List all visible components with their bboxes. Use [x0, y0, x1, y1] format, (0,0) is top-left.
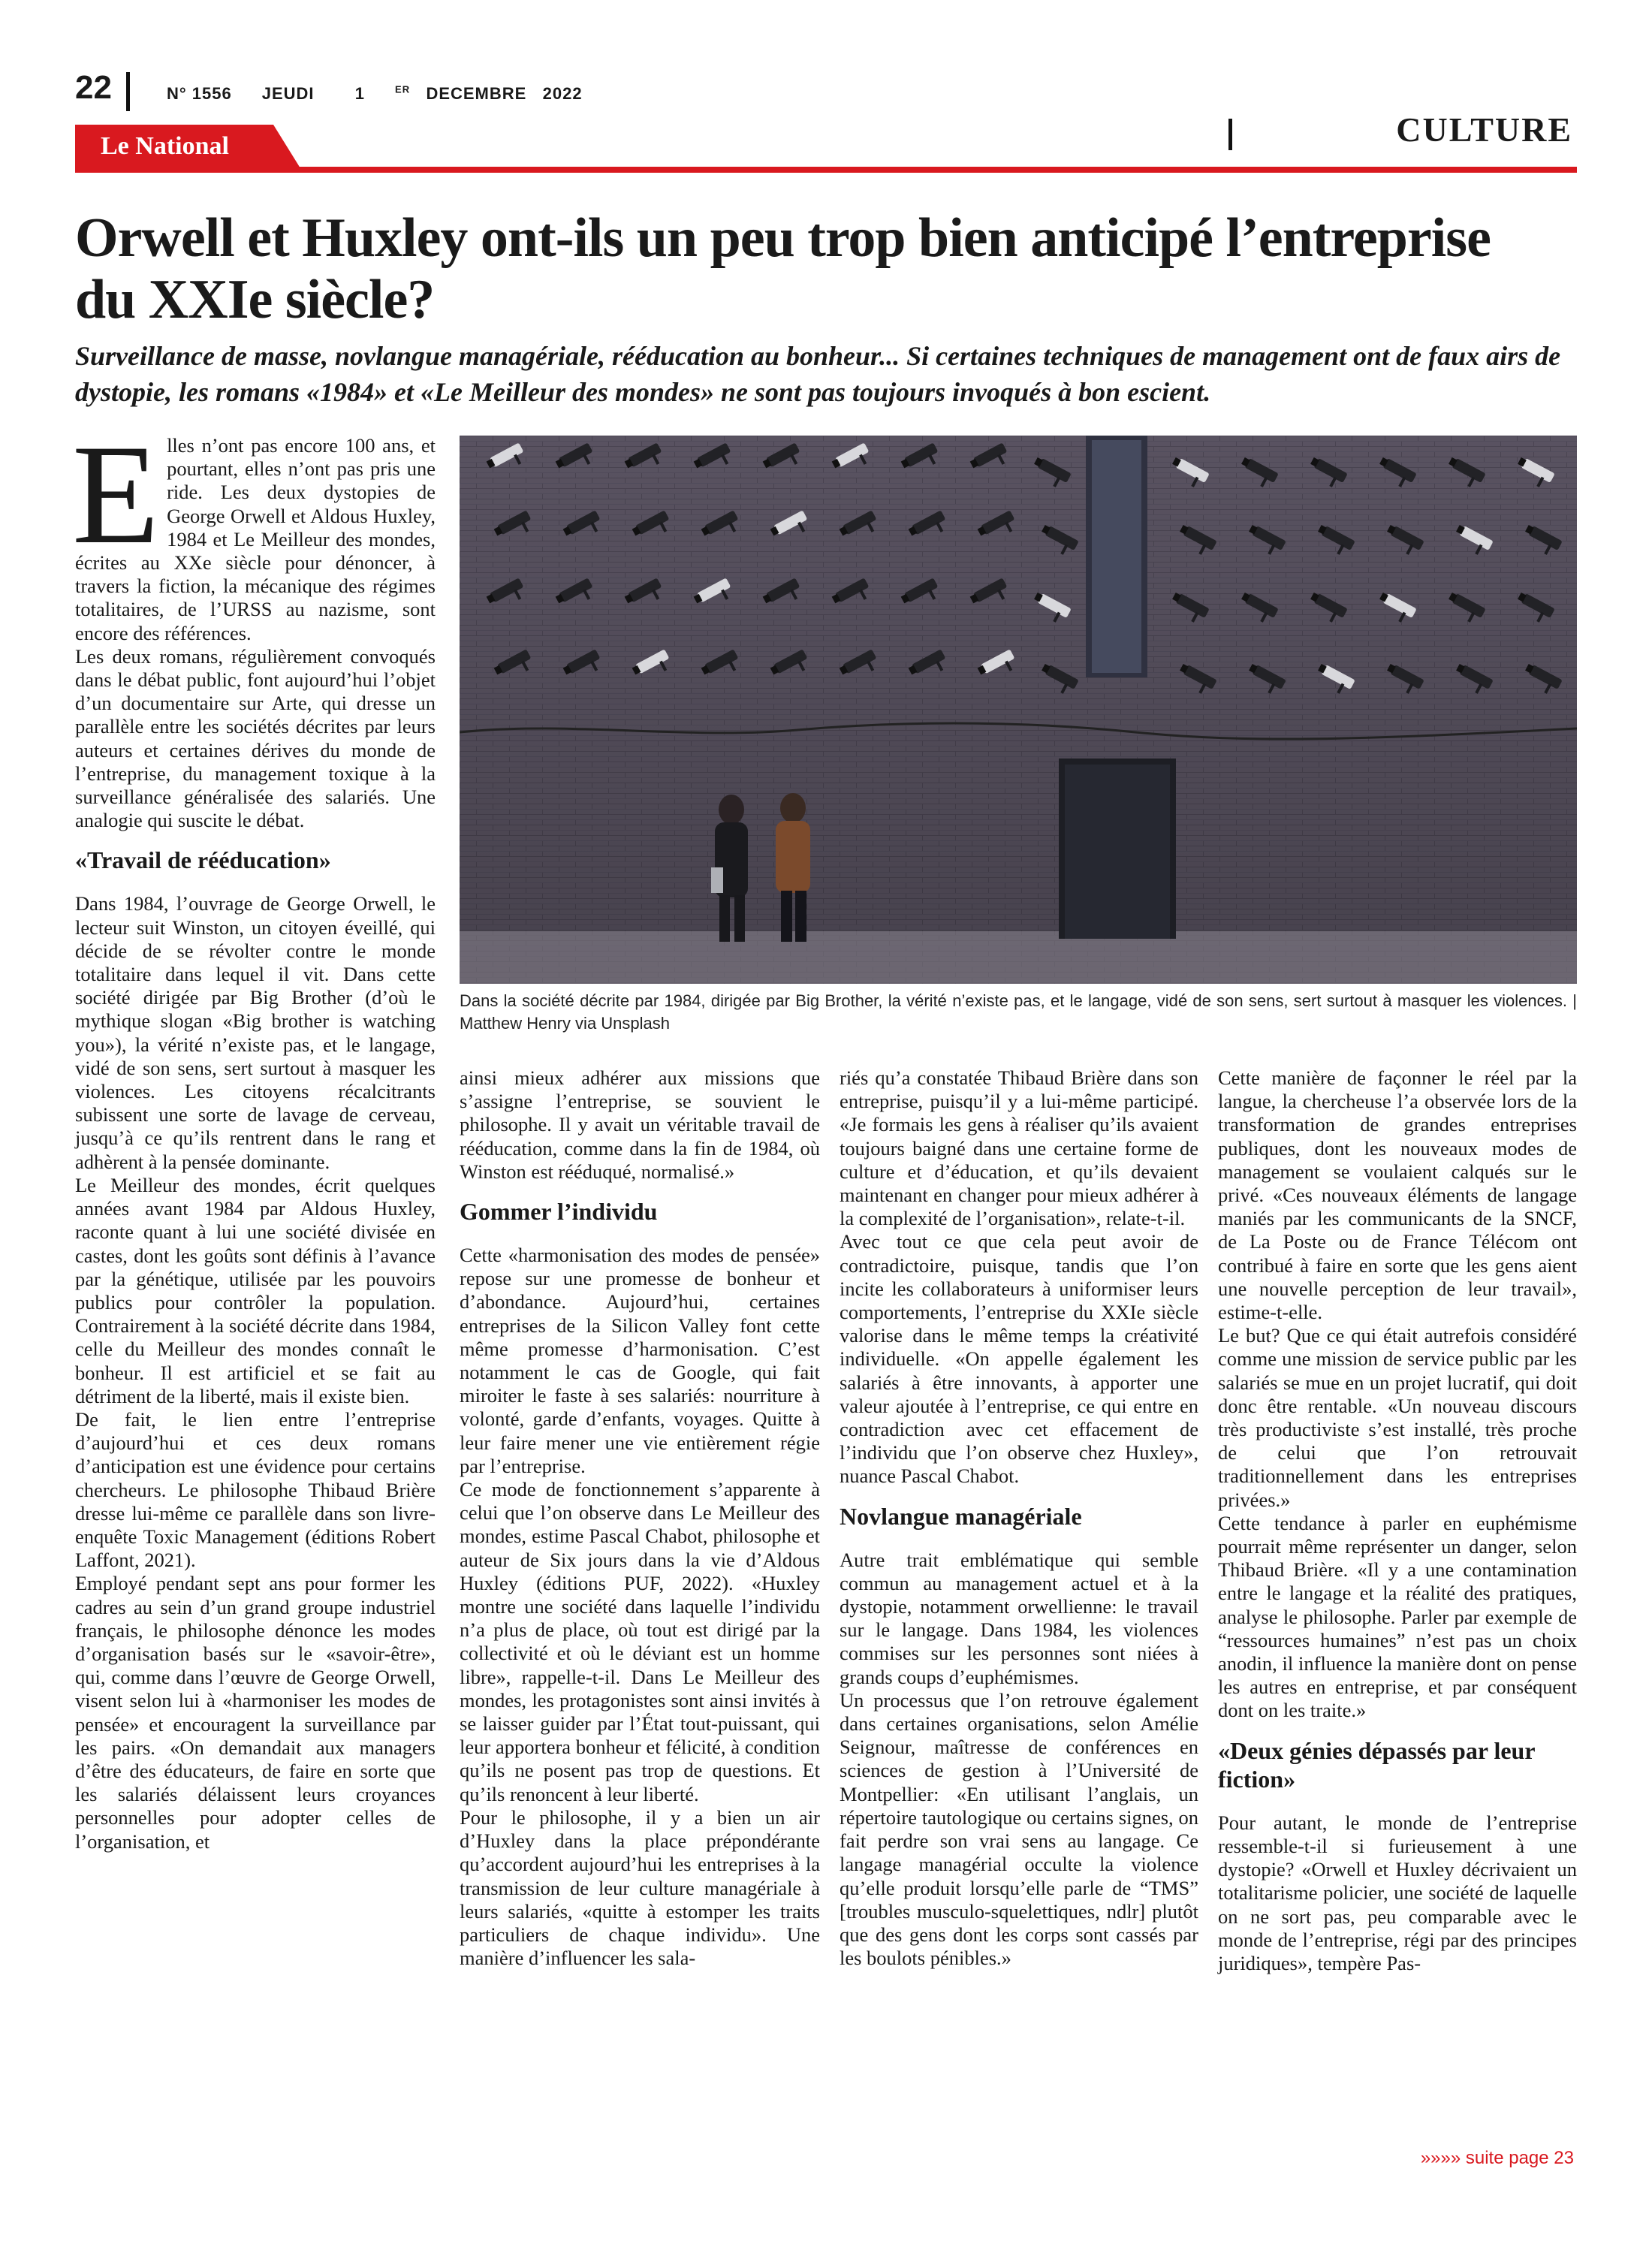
column-4 [1218, 1066, 1577, 1975]
paragraph: lles n’ont pas encore 100 ans, et pourtant, elles n’ont pas pris une ride. Les deux dystopies de George Orwell et Aldous Huxley, 1984 et Le Meilleur des mondes, écrites au XXe siècle pour dénoncer, à travers la fiction, la mécanique des régimes totalitaires, de l’URSS au nazisme, sont encore des références. [75, 434, 436, 644]
issue-line [167, 84, 613, 104]
photo-caption: Dans la société décrite par 1984, dirigée par Big Brother, la vérité n’existe pas, et le langage, vidé de son sens, sert surtout à masquer les violences. | Matthew Henry via Unsplash [460, 991, 1577, 1033]
paragraph: Le but? Que ce qui était autrefois considéré comme une mission de service public par les salariés se mue en un projet lucratif, qui doit donc être rentable. «Un nouveau discours très productiviste s’est installé, très proche de celui que l’on retrouvait traditionnellement dans les entreprises privées.» [1218, 1324, 1577, 1511]
paragraph: Cette «harmonisation des modes de pensée» repose sur une promesse de bonheur et d’abondance. Aujourd’hui, certaines entreprises de la Silicon Valley font cette même promesse d’harmonisation. C’est notamment le cas de Google, qui fait miroiter le faste à ses salariés: nourriture à volonté, garde d’enfants, voyages. Quitte à leur faire mener une vie entièrement régie par l’entreprise. [460, 1244, 820, 1477]
paragraph: riés qu’a constatée Thibaud Brière dans son entreprise, puisqu’il y a lui-même participé. «Je formais les gens à réaliser qu’ils avaient toujours baigné dans une certaine forme de culture et d’éducation, et qu’ils devaient maintenant en changer pour mieux adhérer à la complexité de l’organisation», relate-t-il. [840, 1066, 1198, 1230]
sidewalk [460, 931, 1577, 984]
paragraph: Ce mode de fonctionnement s’apparente à celui que l’on observe dans Le Meilleur des mondes, estime Pascal Chabot, philosophe et auteur de Six jours dans la vie d’Aldous Huxley (éditions PUF, 2022). «Huxley montre une société dans laquelle l’individu n’a plus de place, où tout est dirigé par la collectivité et où le déviant est un homme libre», rappelle-t-il. Dans Le Meilleur des mondes, les protagonistes sont ainsi invités à se laisser guider par l’État tout-puissant, qui leur apportera bonheur et félicité, à condition qu’ils ne posent pas trop de questions. Et qu’ils renoncent à leur liberté. [460, 1478, 820, 1805]
paragraph: Avec tout ce que cela peut avoir de contradictoire, puisque, tandis que l’on incite les collaborateurs à uniformiser leurs comportements, l’entreprise du XXIe siècle valorise dans le même temps la créativité individuelle. «On appelle également les salariés à être innovants, à apporter une valeur ajoutée à l’entreprise, ce qui entre en contradiction avec cet effacement de l’individu que l’on observe chez Huxley», nuance Pascal Chabot. [840, 1230, 1198, 1488]
paragraph: Un processus que l’on retrouve également dans certaines organisations, selon Amélie Seignour, maîtresse de conférences en sciences de gestion à l’Université de Montpellier: «En utilisant l’anglais, un répertoire tautologique ou certains signes, on fait perdre son vrai sens au langage. Ce langage managérial occulte la violence qu’elle produit lorsqu’elle parle de “TMS” [troubles musculo-squelettiques, ndlr] plutôt que des gens dont les corps sont cassés par les boulots pénibles.» [840, 1688, 1198, 1970]
paragraph: De fait, le lien entre l’entreprise d’aujourd’hui et ces deux romans d’anticipation est une évidence pour certains chercheurs. Le philosophe Thibaud Brière dresse lui-même ce parallèle dans son livre-enquête Toxic Management (éditions Robert Laffont, 2021). [75, 1407, 436, 1572]
drop-cap: E [72, 416, 160, 574]
subheading: «Deux génies dépassés par leur fiction» [1218, 1736, 1535, 1793]
header-divider [126, 72, 130, 111]
subheading: Novlangue managériale [840, 1502, 1082, 1530]
subheading: «Travail de rééducation» [75, 846, 331, 874]
standfirst: Surveillance de masse, novlangue managériale, rééducation au bonheur... Si certaines techniques de management ont de faux airs de dystopie, les romans «1984» et «Le Meilleur des mondes» ne sont pas toujours invoqués à bon escient. [75, 341, 1561, 407]
paragraph: Les deux romans, régulièrement convoqués dans le débat public, font aujourd’hui l’objet d’un documentaire sur Arte, qui dresse un parallèle entre les sociétés décrites par leurs auteurs et certaines dérives du monde de l’entreprise, du management toxique à la surveillance généralisée des salariés. Une analogie qui suscite le débat. [75, 644, 436, 832]
column-3 [840, 1066, 1198, 1970]
column-2 [460, 1066, 820, 1970]
rubric-divider [1228, 119, 1232, 150]
continued-link[interactable]: »»»» suite page 23 [1420, 2148, 1574, 2168]
header-rule [75, 167, 1577, 173]
paragraph: Autre trait emblématique qui semble commun au management actuel et à la dystopie, notamment orwellienne: le travail sur le langage. Dans 1984, les violences commises sur les personnes sont niées à grands coups d’euphémismes. [840, 1548, 1198, 1688]
paragraph: Le Meilleur des mondes, écrit quelques années avant 1984 par Aldous Huxley, raconte quant à lui une société divisée en castes, dont les goûts sont définis à l’avance par la génétique, utilisée par les pouvoirs publics pour contrôler la population. Contrairement à la société décrite dans 1984, celle du Meilleur des mondes connaît le bonheur. Il est artificiel et se fait au détriment de la liberté, mais il existe bien. [75, 1173, 436, 1407]
paragraph: ainsi mieux adhérer aux missions que s’assigne l’entreprise, se souvient le philosophe. Il y avait un véritable travail de rééducation, comme dans la fin de 1984, où Winston est rééduqué, normalisé.» [460, 1066, 820, 1183]
brand-name: Le National [101, 132, 229, 160]
article-photo [460, 436, 1577, 984]
paragraph: Dans 1984, l’ouvrage de George Orwell, le lecteur suit Winston, un citoyen éveillé, qui décide de se révolter contre le monde totalitaire dans lequel il vit. Dans cette société dirigée par Big Brother (d’où le mythique slogan «Big brother is watching you»), la vérité n’existe pas, et le langage, vidé de son sens, sert surtout à masquer les violences. Les citoyens récalcitrants subissent une sorte de lavage de cerveau, jusqu’à ce qu’ils rentrent dans le rang et adhèrent à la pensée dominante. [75, 892, 436, 1173]
paragraph: Cette manière de façonner le réel par la langue, la chercheuse l’a observée lors de la transformation de grandes entreprises publiques, dont les nouveaux modes de management se voulaient calqués sur le privé. «Ces nouveaux éléments de langage maniés par les communicants de la SNCF, de La Poste ou de France Télécom ont contribué à faire en sorte que les gens aient une nouvelle perception de leur travail», estime-t-elle. [1218, 1066, 1577, 1324]
page-number: 22 [75, 69, 112, 106]
paragraph: Pour autant, le monde de l’entreprise ressemble-t-il si furieusement à une dystopie? «Orwell et Huxley décrivaient un totalitarisme policier, une société de laquelle on ne sort pas, peu comparable avec le monde de l’entreprise, régi par des principes juridiques», tempère Pas- [1218, 1811, 1577, 1974]
paragraph: Pour le philosophe, il y a bien un air d’Huxley dans la place prépondérante qu’accordent aujourd’hui les entreprises à la transmission de leur culture managériale à leurs salariés, «quitte à estomper les traits particuliers de chaque individu». Une manière d’influencer les sala- [460, 1805, 820, 1970]
column-1 [72, 416, 436, 1853]
paragraph: Employé pendant sept ans pour former les cadres au sein d’un grand groupe industriel français, le philosophe dénonce les modes d’organisation basés sur le «savoir-être», qui, comme dans l’œuvre de George Orwell, visent selon lui à «harmoniser les modes de pensée» et encouragent la surveillance par les pairs. «On demandait aux managers d’être des éducateurs, de faire en sorte que les salariés délaissent leurs croyances personnelles pour adopter celles de l’organisation, et [75, 1572, 436, 1853]
section-rubric: CULTURE [1396, 110, 1572, 149]
subheading: Gommer l’individu [460, 1198, 658, 1226]
issue-number: N° 1556 [167, 84, 232, 104]
headline: Orwell et Huxley ont-ils un peu trop bien anticipé l’entreprise du XXIe siècle? [75, 207, 1491, 330]
issue-day: JEUDI 1 $^{ER}$ DECEMBRE 2022 [261, 84, 583, 104]
paragraph: Cette tendance à parler en euphémisme pourrait même représenter un danger, selon Thibaud Brière. «Il y a une contamination entre le langage et la réalité des pratiques, analyse le philosophe. Parler par exemple de “ressources humaines” n’est pas un choix anodin, il influence la manière dont on pense les autres en entreprise, et par conséquent dont on les traite.» [1218, 1511, 1577, 1722]
